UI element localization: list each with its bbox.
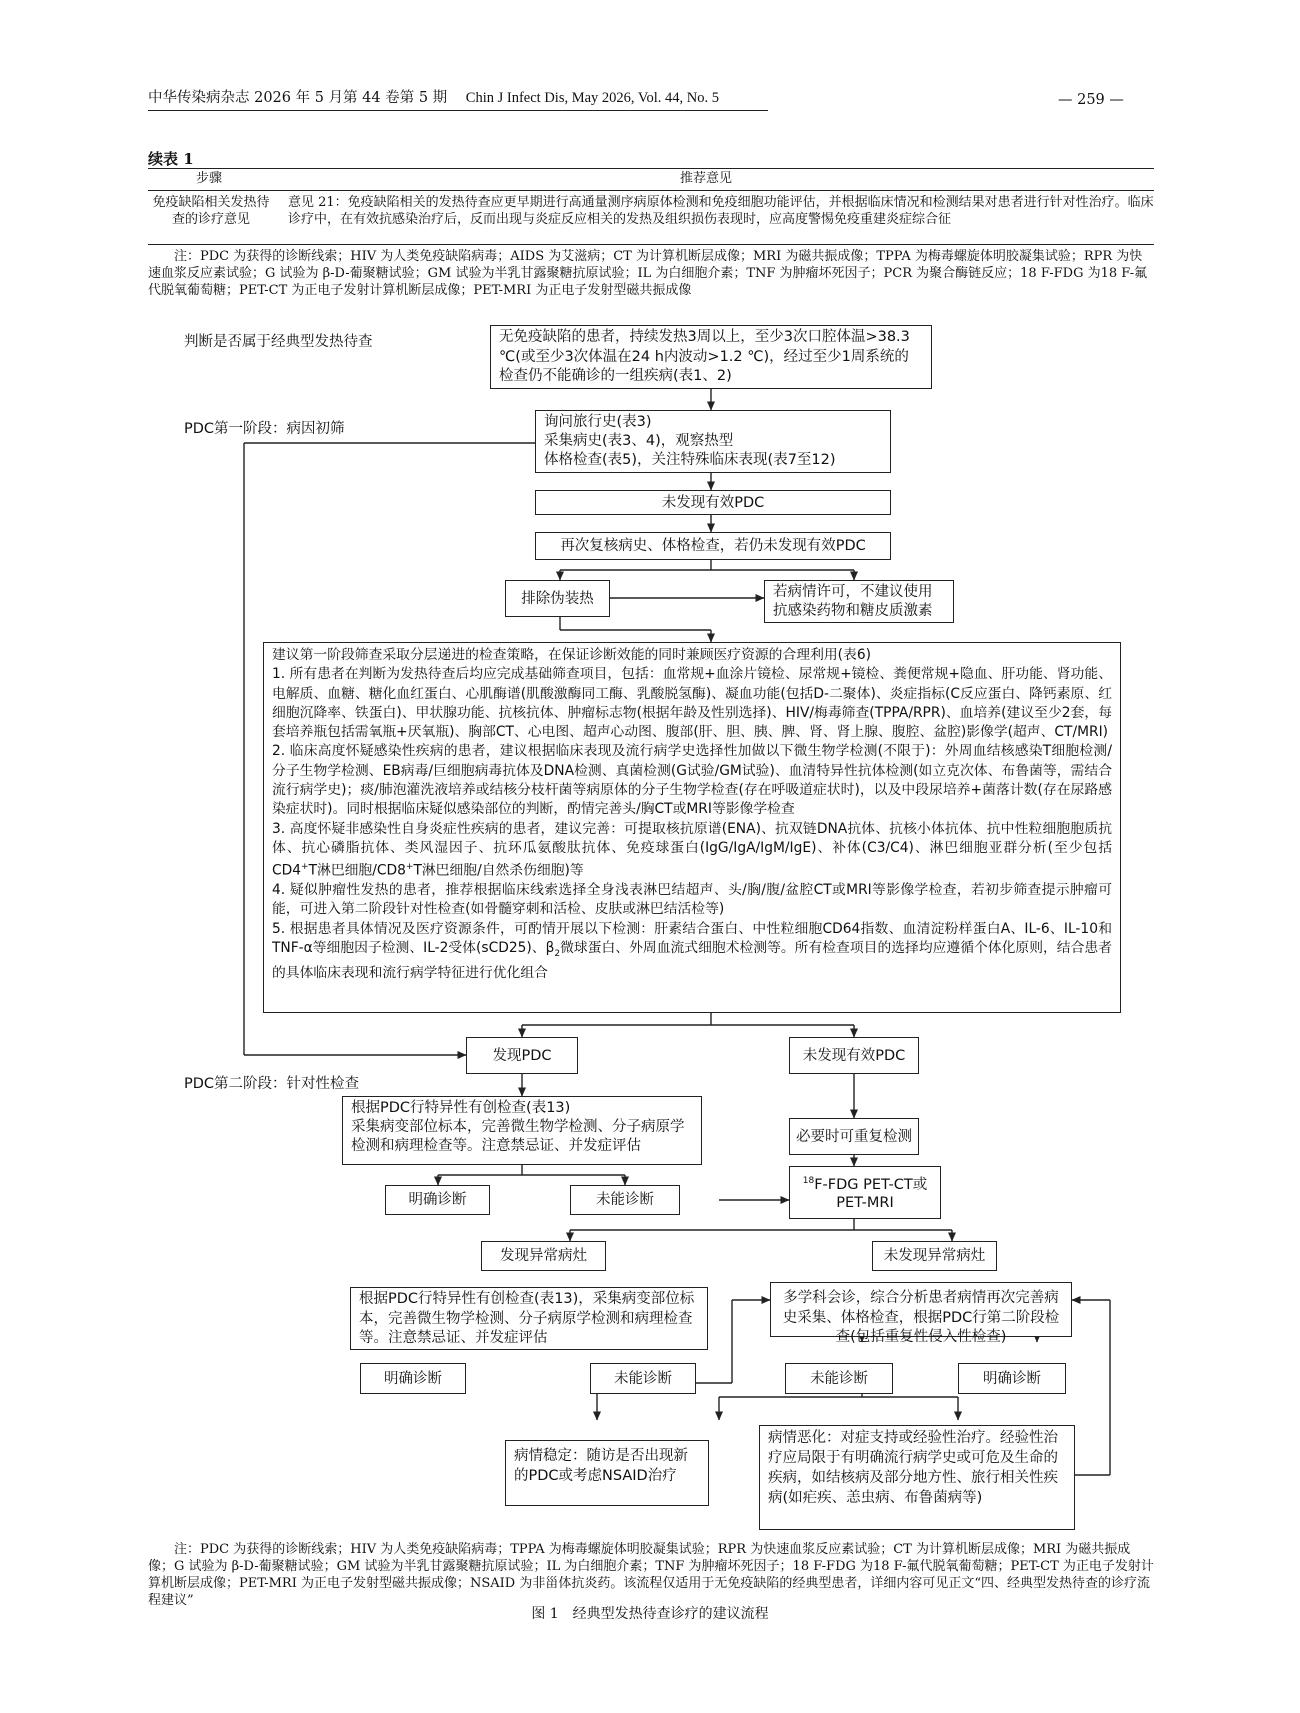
pet-isotope: 18 [802,1175,815,1186]
table-col-step: 步骤 [196,171,223,186]
page-number: — 259 — [1058,92,1124,108]
figure-note: 注：PDC 为获得的诊断线索；HIV 为人类免疫缺陷病毒；TPPA 为梅毒螺旋体明胶凝集试验；RPR 为快速血浆反应素试验；CT 为计算机断层成像；MRI 为磁共振成像；G 试验为 β-D-葡聚糖试验；GM 试验为半乳甘露聚糖抗原试验；IL 为白细胞介素；TNF 为肿瘤坏死因子；18 F-FDG 为18 F-氟代脱氧葡萄糖；PET-CT 为正电子发射计算机断层成像；PET-MRI 为正电子发射型磁共振成像；NSAID 为非甾体抗炎药。该流程仅适用于无免疫缺陷的经典型患者，详细内容可见正文“四、经典型发热待查的诊疗流程建议” [148,1542,1154,1608]
invasive-exam-box [342,1096,702,1165]
strategy-item-5-part-b: 微球蛋白、外周血流式细胞术检测等。所有检查项目的选择均应遵循个体化原则，结合患者的具体临床表现和流行病学特征进行优化组合 [272,940,1112,982]
found-pdc-box: 发现PDC [466,1037,578,1074]
table-col-rec: 推荐意见 [680,171,733,186]
undiagnosed-box-3: 未能诊断 [785,1363,893,1394]
recheck-box: 再次复核病史、体格检查，若仍未发现有效PDC [535,532,891,560]
pet-text-a: F-FDG PET-CT或 [814,1176,928,1193]
diagnosed-box-2: 明确诊断 [360,1363,466,1394]
table-title: 续表 1 [148,150,194,168]
screening-strategy-box [263,642,1121,1013]
strategy-item-5-part-a: 5. 根据患者具体情况及医疗资源条件，可酌情开展以下检测：肝素结合蛋白、中性粒细胞CD64指数、血清淀粉样蛋白A、IL-6、IL-10和TNF-α等细胞因子检测、IL-2受体(sCD25)、β [272,920,1112,957]
pet-line-a [803,1172,928,1195]
definition-box: 无免疫缺陷的患者，持续发热3周以上，至少3次口腔体温>38.3 ℃(或至少3次体温在24 h内波动>1.2 ℃)，经过至少1周系统的检查仍不能确诊的一组疾病(表1、2) [490,325,932,389]
pet-box [789,1166,941,1219]
table-row-step: 免疫缺陷相关发热待查的诊疗意见 [152,195,270,227]
undiagnosed-box-2: 未能诊断 [590,1363,696,1394]
journal-cn: 中华传染病杂志 2026 年 5 月第 44 卷第 5 期 [148,90,448,106]
strategy-item-3-part-c: T淋巴细胞/自然杀伤细胞)等 [413,862,584,879]
no-lesion-box: 未发现异常病灶 [872,1241,997,1271]
stage-classic-label: 判断是否属于经典型发热待查 [184,334,373,350]
table-row-text: 意见 21：免疫缺陷相关的发热待查应更早期进行高通量测序病原体检测和免疫细胞功能评估，并根据临床情况和检测结果对患者进行针对性治疗。临床诊疗中，在有效抗感染治疗后，反而出现与炎症反应相关的发热及组织损伤表现时，应高度警惕免疫重建炎症综合征 [288,195,1154,227]
stage-one-label: PDC第一阶段：病因初筛 [184,421,345,437]
no-effective-pdc-box: 未发现有效PDC [535,490,891,515]
strategy-item-3-sup-a: + [301,862,309,873]
invasive-exam-body: 采集病变部位标本，完善微生物学检测、分子病原学检测和病理检查等。注意禁忌证、并发症评估 [351,1119,685,1154]
strategy-item-2: 2. 临床高度怀疑感染性疾病的患者，建议根据临床表现及流行病学史选择性加做以下微生物学检测(不限于)：外周血结核感染T细胞检测/分子生物学检测、EB病毒/巨细胞病毒抗体及DNA检测、真菌检测(G试验/GM试验)、血清特异性抗体检测(如立克次体、布鲁菌等，需结合流行病学史)；痰/肺泡灌洗液培养或结核分枝杆菌等病原体的分子生物学检查(存在呼吸道症状时)，以及中段尿培养+菌落计数(存在尿路感染症状时)。同时根据临床疑似感染部位的判断，酌情完善头/胸CT或MRI等影像学检查 [272,743,1112,818]
strategy-item-3-part-a: 3. 高度怀疑非感染性自身炎症性疾病的患者，建议完善：可提取核抗原谱(ENA)、抗双链DNA抗体、抗核小体抗体、抗中性粒细胞胞质抗体、抗心磷脂抗体、类风湿因子、抗环瓜氨酸肽抗体、免疫球蛋白(IgG/IgA/IgM/IgE)、补体(C3/C4)、淋巴细胞亚群分析(至少包括CD4 [272,820,1112,879]
table-note: 注：PDC 为获得的诊断线索；HIV 为人类免疫缺陷病毒；AIDS 为艾滋病；CT 为计算机断层成像；MRI 为磁共振成像；TPPA 为梅毒螺旋体明胶凝集试验；RPR 为快速血浆反应素试验；G 试验为 β-D-葡聚糖试验；GM 试验为半乳甘露聚糖抗原试验；IL 为白细胞介素；TNF 为肿瘤坏死因子；PCR 为聚合酶链反应；18 F-FDG 为18 F-氟代脱氧葡萄糖；PET-CT 为正电子发射计算机断层成像；PET-MRI 为正电子发射型磁共振成像 [148,249,1148,298]
inquiry-exam: 体格检查(表5)，关注特殊临床表现(表7至12) [544,452,836,468]
found-lesion-box: 发现异常病灶 [481,1241,606,1271]
stage-two-label: PDC第二阶段：针对性检查 [184,1076,360,1092]
strategy-item-5-sub: 2 [554,948,561,959]
journal-en: Chin J Infect Dis, May 2026, Vol. 44, No. 5 [465,90,720,106]
diagnosed-box-3: 明确诊断 [958,1363,1066,1394]
no-effective-pdc-box-2: 未发现有效PDC [789,1037,919,1074]
strategy-item-3-sup-b: + [405,862,414,873]
diagnosed-box-1: 明确诊断 [385,1185,490,1215]
repeat-test-box: 必要时可重复检测 [789,1118,919,1155]
strategy-title: 建议第一阶段筛查采取分层递进的检查策略，在保证诊断效能的同时兼顾医疗资源的合理利用(表6) [272,647,872,663]
invasive-exam-box-2: 根据PDC行特异性有创检查(表13)，采集病变部位标本，完善微生物学检测、分子病原学检测和病理检查等。注意禁忌证、并发症评估 [350,1287,708,1350]
inquiry-travel: 询问旅行史(表3) [544,414,652,430]
history-inquiry-box [535,410,891,473]
inquiry-history: 采集病史(表3、4)，观察热型 [544,433,734,449]
worsening-condition-box: 病情恶化：对症支持或经验性治疗。经验性治疗应局限于有明确流行病学史或可危及生命的疾病，如结核病及部分地方性、旅行相关性疾病(如疟疾、恙虫病、布鲁菌病等) [759,1425,1075,1530]
strategy-item-3 [272,820,1112,881]
avoid-antibiotics-box: 若病情许可，不建议使用抗感染药物和糖皮质激素 [764,580,954,623]
pet-text-b: PET-MRI [836,1195,894,1212]
invasive-exam-title: 根据PDC行特异性有创检查(表13) [351,1100,571,1116]
strategy-item-3-part-b: T淋巴细胞/CD8 [308,862,406,879]
mdt-consult-box: 多学科会诊，综合分析患者病情再次完善病史采集、体格检查，根据PDC行第二阶段检查(包括重复性侵入性检查) [770,1282,1072,1337]
exclude-fake-fever-box: 排除伪装热 [505,580,610,617]
figure-caption: 图 1 经典型发热待查诊疗的建议流程 [531,1606,769,1622]
strategy-item-5 [272,920,1112,984]
stable-condition-box: 病情稳定：随访是否出现新的PDC或考虑NSAID治疗 [505,1440,709,1506]
strategy-item-1: 1. 所有患者在判断为发热待查后均应完成基础筛查项目，包括：血常规+血涂片镜检、尿常规+镜检、粪便常规+隐血、肝功能、肾功能、电解质、血糖、糖化血红蛋白、心肌酶谱(肌酸激酶同工酶、乳酸脱氢酶)、凝血功能(包括D-二聚体)、炎症指标(C反应蛋白、降钙素原、红细胞沉降率、铁蛋白)、甲状腺功能、抗核抗体、肿瘤标志物(根据年龄及性别选择)、HIV/梅毒筛查(TPPA/RPR)、血培养(建议至少2套，每套培养瓶包括需氧瓶+厌氧瓶)、胸部CT、心电图、超声心动图、腹部(肝、胆、胰、脾、肾、肾上腺、腹腔、盆腔)影像学(超声、CT/MRI) [272,666,1112,741]
undiagnosed-box-1: 未能诊断 [570,1185,680,1215]
strategy-item-4: 4. 疑似肿瘤性发热的患者，推荐根据临床线索选择全身浅表淋巴结超声、头/胸/腹/盆腔CT或MRI等影像学检查，若初步筛查提示肿瘤可能，可进入第二阶段针对性检查(如骨髓穿刺和活检、皮肤或淋巴结活检等) [272,882,1112,918]
